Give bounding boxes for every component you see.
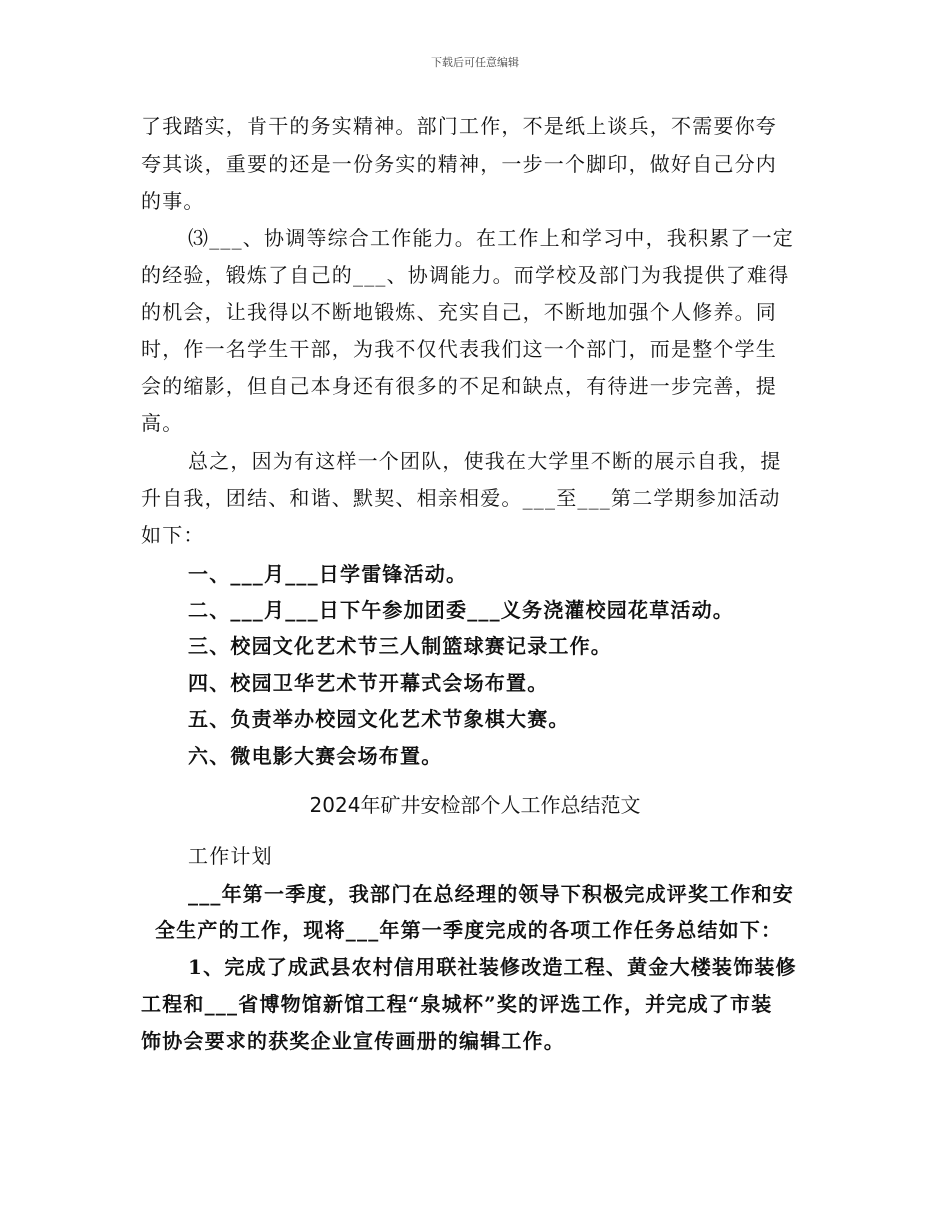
- para4-line-1: ___年第一季度，我部门在总经理的领导下积极完成评奖工作和安: [188, 882, 794, 906]
- activity-item-5: 五、负责举办校园文化艺术节象棋大赛。: [188, 707, 570, 731]
- para2-line-6: 高。: [141, 411, 184, 435]
- para2-line-1: ⑶___、协调等综合工作能力。在工作上和学习中，我积累了一定: [188, 226, 794, 250]
- para3-line-3: 如下：: [141, 523, 205, 547]
- para5-line-1: 1、完成了成武县农村信用联社装修改造工程、黄金大楼装饰装修: [188, 955, 797, 979]
- activity-item-2: 二、___月___日下午参加团委___义务浇灌校园花草活动。: [188, 598, 734, 622]
- para5-line-3: 饰协会要求的获奖企业宣传画册的编辑工作。: [141, 1029, 565, 1053]
- para2-line-4: 时，作一名学生干部，为我不仅代表我们这一个部门，而是整个学生: [141, 337, 777, 361]
- activity-item-6: 六、微电影大赛会场布置。: [188, 744, 443, 768]
- para2-line-2: 的经验，锻炼了自己的___、协调能力。而学校及部门为我提供了难得: [141, 263, 790, 287]
- section-title: 2024年矿井安检部个人工作总结范文: [309, 793, 641, 817]
- para5-line-2: 工程和___省博物馆新馆工程“泉城杯”奖的评选工作，并完成了市装: [141, 992, 773, 1016]
- para1-line-3: 的事。: [141, 189, 205, 213]
- activity-item-4: 四、校园卫华艺术节开幕式会场布置。: [188, 671, 549, 695]
- subheading: 工作计划: [188, 844, 273, 868]
- para1-line-1: 了我踏实，肯干的务实精神。部门工作，不是纸上谈兵，不需要你夸: [141, 114, 777, 138]
- para4-line-2: 全生产的工作，现将___年第一季度完成的各项工作任务总结如下：: [155, 918, 783, 942]
- activity-item-1: 一、___月___日学雷锋活动。: [188, 562, 468, 586]
- para2-line-5: 会的缩影，但自己本身还有很多的不足和缺点，有待进一步完善，提: [141, 374, 777, 398]
- activity-item-3: 三、校园文化艺术节三人制篮球赛记录工作。: [188, 634, 612, 658]
- para1-line-2: 夸其谈，重要的还是一份务实的精神，一步一个脚印，做好自己分内: [141, 152, 777, 176]
- para2-line-3: 的机会，让我得以不断地锻炼、充实自己，不断地加强个人修养。同: [141, 300, 777, 324]
- para3-line-2: 升自我，团结、和谐、默契、相亲相爱。___至___第二学期参加活动: [141, 486, 781, 510]
- page-header: 下载后可任意编辑: [431, 56, 519, 69]
- para3-line-1: 总之，因为有这样一个团队，使我在大学里不断的展示自我，提: [188, 449, 782, 473]
